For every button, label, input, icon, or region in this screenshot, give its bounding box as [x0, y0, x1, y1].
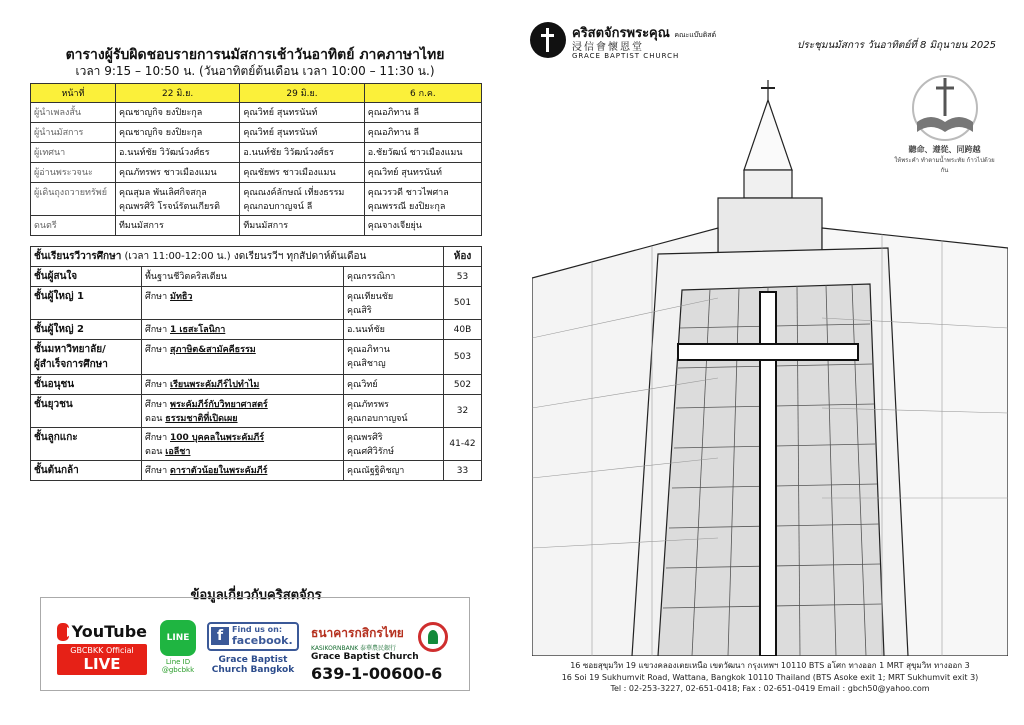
- duty-cell: คุณสุมล พันเลิศกิจสกุล คุณพรศิริ โรจน์รัตนเกียรติ: [116, 183, 240, 216]
- class-name: ชั้นมหาวิทยาลัย/ ผู้สำเร็จการศึกษา: [31, 340, 142, 375]
- class-room: 53: [444, 267, 482, 287]
- class-row: [31, 267, 482, 287]
- class-topic-prefix: ศึกษา: [145, 380, 171, 390]
- class-room: 33: [444, 461, 482, 481]
- class-name: ชั้นลูกแกะ: [31, 428, 142, 461]
- duty-row: [31, 163, 482, 183]
- class-topic-prefix: ศึกษา: [145, 345, 171, 355]
- emblem-motto-th: ให้พระคำ ทำตามน้ำพระทัย ก้าวไปด้วยกัน: [894, 157, 995, 174]
- facebook-text: [232, 626, 293, 647]
- emblem-motto-cn: 聽命、遵從、同跨越: [908, 145, 981, 154]
- duty-cell: คุณอภิทาน ลี: [364, 123, 481, 143]
- classes-body: [31, 267, 482, 481]
- address-th: 16 ซอยสุขุมวิท 19 แขวงคลองเตยเหนือ เขตวัฒนา กรุงเทพฯ 10110 BTS อโศก ทางออก 1 MRT สุขุมวิท ทางออก 3: [570, 661, 970, 670]
- church-name-en: GRACE BAPTIST CHURCH: [572, 52, 680, 60]
- bible-cross-emblem-icon: [905, 72, 985, 142]
- duty-title: ตารางผู้รับผิดชอบรายการนมัสการเช้าวันอาทิตย์ ภาคภาษาไทย: [65, 47, 445, 63]
- class-name: ชั้นยุวชน: [31, 395, 142, 428]
- right-page: [512, 0, 1024, 725]
- classes-header-bold: ชั้นเรียนรวีวารศึกษา: [34, 251, 122, 262]
- youtube-live-text: LIVE: [83, 655, 121, 673]
- class-topic-cell: [142, 320, 344, 340]
- duty-header-date: 22 มิ.ย.: [116, 84, 240, 103]
- church-footer: [532, 660, 1008, 695]
- church-cross-logo-icon: [530, 22, 566, 58]
- classes-table: [30, 246, 482, 481]
- duty-role: ผู้เดินถุงถวายทรัพย์: [31, 183, 116, 216]
- class-row: [31, 287, 482, 320]
- class-topic-cell: [142, 375, 344, 395]
- duty-role: ดนตรี: [31, 216, 116, 236]
- class-room: 41-42: [444, 428, 482, 461]
- duty-cell: อ.ชัยวัฒน์ ชาวเมืองแมน: [364, 143, 481, 163]
- youtube-logo: [57, 622, 147, 641]
- church-emblem: [892, 72, 997, 175]
- class-topic: พระคัมภีร์กับวิทยาศาสตร์: [170, 400, 268, 410]
- facebook-find-label: Find us on:: [232, 625, 283, 634]
- class-teacher: คุณอภิทาน คุณสิชาญ: [344, 340, 444, 375]
- class-topic: 1 เธสะโลนิกา: [170, 325, 226, 335]
- class-room: 32: [444, 395, 482, 428]
- youtube-block[interactable]: [57, 622, 147, 675]
- youtube-play-icon: [57, 623, 69, 641]
- duty-cell: คุณวรวดี ชาวไพศาล คุณพรรณี ยงปิยะกุล: [364, 183, 481, 216]
- service-date: ประชุมนมัสการ วันอาทิตย์ที่ 8 มิถุนายน 2025: [797, 40, 996, 51]
- class-subtopic: ธรรมชาติที่เปิดเผย: [165, 414, 238, 424]
- class-teacher: คุณกรรณิกา: [344, 267, 444, 287]
- duty-header-date: 6 ก.ค.: [364, 84, 481, 103]
- class-name: ชั้นผู้ใหญ่ 2: [31, 320, 142, 340]
- duty-role: ผู้นำเพลงสั้น: [31, 103, 116, 123]
- class-name: ชั้นผู้ใหญ่ 1: [31, 287, 142, 320]
- duty-cell: คุณณงค์ลักษณ์ เที่ยงธรรม คุณกอบกาญจน์ ลี: [240, 183, 364, 216]
- duty-row: [31, 183, 482, 216]
- youtube-label: YouTube: [71, 622, 147, 641]
- bank-name: ธนาคารกสิกรไทย: [311, 626, 404, 640]
- duty-table: [30, 83, 482, 236]
- classes-header: [31, 247, 444, 267]
- duty-cell: คุณชาญกิจ ยงปิยะกุล: [116, 123, 240, 143]
- bank-name-en: KASIKORNBANK 泰華農民銀行: [311, 645, 397, 652]
- class-room: 501: [444, 287, 482, 320]
- class-topic: มัทธิว: [170, 292, 193, 302]
- class-name: ชั้นผู้สนใจ: [31, 267, 142, 287]
- address-en: 16 Soi 19 Sukhumvit Road, Wattana, Bangkok 10110 Thailand (BTS Asoke exit 1; MRT Sukhumvit exit 3): [561, 672, 979, 682]
- classes-header-note: (เวลา 11:00-12:00 น.) งดเรียนรวีฯ ทุกสัปดาห์ต้นเดือน: [121, 251, 367, 262]
- duty-row: [31, 143, 482, 163]
- duty-header-date: 29 มิ.ย.: [240, 84, 364, 103]
- facebook-block[interactable]: [207, 622, 299, 675]
- class-teacher: อ.นนท์ชัย: [344, 320, 444, 340]
- class-topic-prefix: ตอน: [145, 447, 166, 457]
- bank-account: 639-1-00600-6: [311, 664, 443, 683]
- class-topic-cell: [142, 428, 344, 461]
- duty-cell: คุณภัทรพร ชาวเมืองแมน: [116, 163, 240, 183]
- classes-room-header: ห้อง: [444, 247, 482, 267]
- class-name: ชั้นอนุชน: [31, 375, 142, 395]
- duty-cell: คุณวิทย์ สุนทรนันท์: [364, 163, 481, 183]
- class-topic-prefix: ศึกษา: [145, 433, 171, 443]
- facebook-name: facebook.: [232, 633, 293, 647]
- class-room: 40B: [444, 320, 482, 340]
- church-name-small: คณะแบ๊บติสต์: [674, 31, 717, 39]
- duty-row: [31, 103, 482, 123]
- class-teacher: คุณวิทย์: [344, 375, 444, 395]
- contact-info: Tel : 02-253-3227, 02-651-0418; Fax : 02-651-0419 Email : gbch50@yahoo.com: [610, 684, 930, 694]
- duty-cell: คุณจางเจียยุ่น: [364, 216, 481, 236]
- class-topic-prefix: ศึกษา: [145, 466, 171, 476]
- class-row: [31, 375, 482, 395]
- class-teacher: คุณเทียนชัย คุณสิริ: [344, 287, 444, 320]
- class-topic-cell: [142, 395, 344, 428]
- class-row: [31, 395, 482, 428]
- duty-cell: ทีมนมัสการ: [240, 216, 364, 236]
- class-topic: พื้นฐานชีวิตคริสเตียน: [145, 272, 227, 282]
- class-topic-cell: [142, 461, 344, 481]
- class-room: 502: [444, 375, 482, 395]
- duty-cell: อ.นนท์ชัย วิวัฒน์วงศ์ธร: [116, 143, 240, 163]
- duty-cell: ทีมนมัสการ: [116, 216, 240, 236]
- duty-cell: คุณชาญกิจ ยงปิยะกุล: [116, 103, 240, 123]
- class-row: [31, 340, 482, 375]
- class-topic-cell: [142, 267, 344, 287]
- church-name-th: คริสตจักรพระคุณ: [572, 26, 670, 41]
- youtube-channel: GBCBKK Official: [70, 646, 134, 655]
- duty-row: [31, 123, 482, 143]
- facebook-logo: [207, 622, 299, 651]
- class-topic-cell: [142, 340, 344, 375]
- info-title: ข้อมูลเกี่ยวกับคริสตจักร: [190, 588, 322, 603]
- kasikornbank-logo-icon: [418, 622, 448, 652]
- line-id: @gbcbkk: [161, 666, 195, 674]
- info-box: [40, 597, 470, 691]
- class-subtopic: เอลีชา: [165, 447, 191, 457]
- line-block[interactable]: [158, 620, 198, 674]
- duty-role: ผู้เทศนา: [31, 143, 116, 163]
- duty-role: ผู้นำนมัสการ: [31, 123, 116, 143]
- classes-header-row: [31, 247, 482, 267]
- church-name-cn: 浸信會懷恩堂: [572, 42, 644, 53]
- class-room: 503: [444, 340, 482, 375]
- duty-role: ผู้อ่านพระวจนะ: [31, 163, 116, 183]
- duty-header-role: หน้าที่: [31, 84, 116, 103]
- duty-subtitle: เวลา 9:15 – 10:50 น. (วันอาทิตย์ต้นเดือน เวลา 10:00 – 11:30 น.): [75, 64, 435, 78]
- duty-header-row: [31, 84, 482, 103]
- class-teacher: คุณภัทรพร คุณกอบกาญจน์: [344, 395, 444, 428]
- class-topic: เรียนพระคัมภีร์ไปทำไม: [170, 380, 260, 390]
- class-topic-prefix: ศึกษา: [145, 292, 171, 302]
- youtube-live-badge: [57, 644, 147, 675]
- line-id-label: Line ID: [165, 658, 191, 666]
- facebook-page-name: Grace Baptist Church Bangkok: [211, 654, 295, 675]
- class-teacher: คุณณัฐฐิติชญา: [344, 461, 444, 481]
- duty-cell: คุณชัยพร ชาวเมืองแมน: [240, 163, 364, 183]
- class-topic-cell: [142, 287, 344, 320]
- bank-holder: Grace Baptist Church: [311, 652, 419, 662]
- duty-row: [31, 216, 482, 236]
- class-topic: ดาราตัวน้อยในพระคัมภีร์: [170, 466, 268, 476]
- class-topic: สุภาษิต&สามัคคีธรรม: [170, 345, 256, 355]
- class-name: ชั้นต้นกล้า: [31, 461, 142, 481]
- class-topic-prefix: ตอน: [145, 414, 166, 424]
- duty-cell: อ.นนท์ชัย วิวัฒน์วงศ์ธร: [240, 143, 364, 163]
- class-topic-prefix: ศึกษา: [145, 400, 171, 410]
- duty-cell: คุณวิทย์ สุนทรนันท์: [240, 123, 364, 143]
- class-topic-prefix: ศึกษา: [145, 325, 171, 335]
- line-icon: LINE: [160, 620, 196, 656]
- class-row: [31, 461, 482, 481]
- facebook-icon: f: [211, 627, 229, 645]
- class-teacher: คุณพรศิริ คุณศศิวิรักษ์: [344, 428, 444, 461]
- class-row: [31, 428, 482, 461]
- duty-cell: คุณอภิทาน ลี: [364, 103, 481, 123]
- class-topic: 100 บุคคลในพระคัมภีร์: [170, 433, 265, 443]
- duty-cell: คุณวิทย์ สุนทรนันท์: [240, 103, 364, 123]
- class-row: [31, 320, 482, 340]
